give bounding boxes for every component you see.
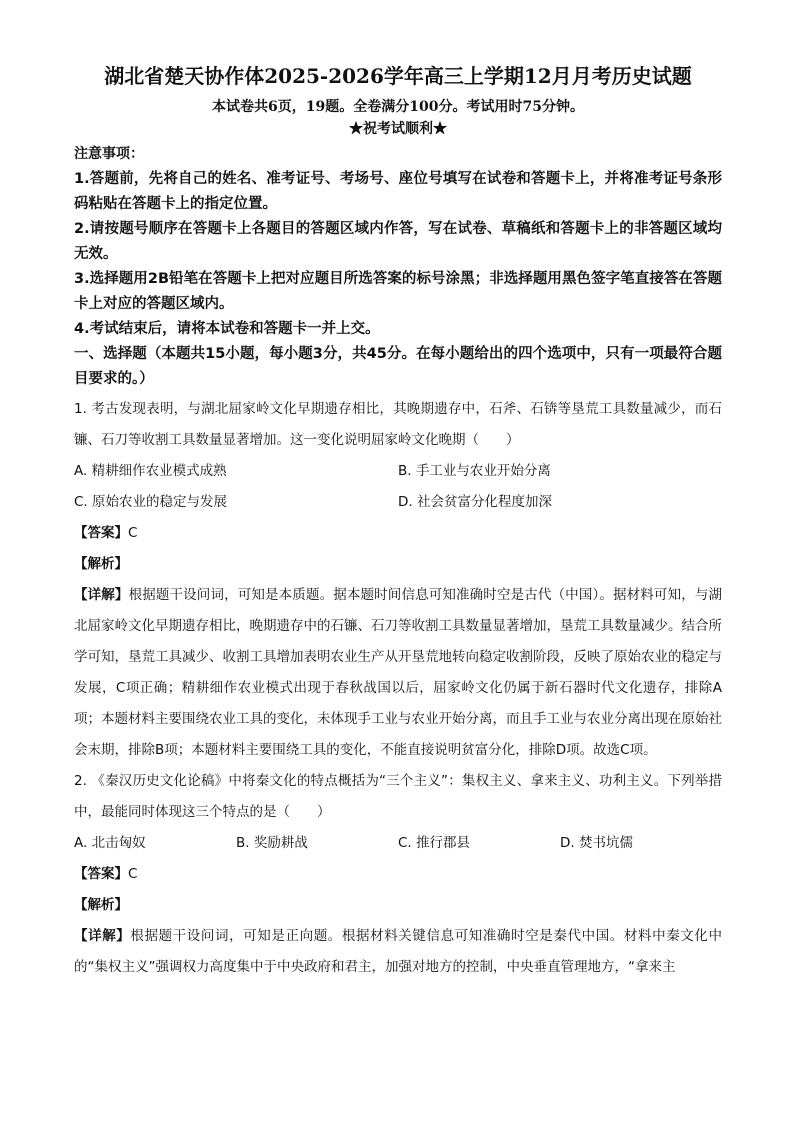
note-item-2: 2.请按题号顺序在答题卡上各题目的答题区域内作答，写在试卷、草稿纸和答题卡上的非答题区域均无效。	[74, 221, 722, 262]
analysis-label: 【解析】	[74, 897, 128, 913]
question-2-analysis	[74, 890, 722, 921]
notes-heading: 注意事项：	[74, 146, 144, 162]
exam-subtitle: 本试卷共6页，19题。全卷满分100分。考试用时75分钟。	[212, 99, 584, 115]
detail-label: 【详解】	[74, 928, 131, 944]
option-c: C. 推行郡县	[398, 835, 471, 851]
question-2-answer	[74, 859, 722, 890]
note-item-1: 1.答题前，先将自己的姓名、准考证号、考场号、座位号填写在试卷和答题卡上，并将准考证号条形码粘贴在答题卡上的指定位置。	[74, 171, 722, 212]
question-1-detail	[74, 580, 722, 766]
exam-title: 湖北省楚天协作体2025-2026学年高三上学期12月月考历史试题	[104, 64, 692, 88]
option-a: A. 北击匈奴	[74, 835, 146, 851]
question-2-stem: 2. 《秦汉历史文化论稿》中将秦文化的特点概括为“三个主义”：集权主义、拿来主义、功利主义。下列举措中，最能同时体现这三个特点的是（ ）	[74, 773, 722, 820]
option-d: D. 社会贫富分化程度加深	[398, 494, 552, 510]
note-item-3: 3.选择题用2B铅笔在答题卡上把对应题目所选答案的标号涂黑；非选择题用黑色签字笔直接答在答题卡上对应的答题区域内。	[74, 271, 722, 312]
option-a: A. 精耕细作农业模式成熟	[74, 463, 227, 479]
question-1-stem: 1. 考古发现表明，与湖北屈家岭文化早期遗存相比，其晚期遗存中，石斧、石锛等垦荒工具数量减少，而石镰、石刀等收割工具数量显著增加。这一变化说明屈家岭文化晚期（ ）	[74, 401, 722, 448]
detail-text: 根据题干设问词，可知是本质题。据本题时间信息可知准确时空是古代（中国）。据材料可知，与湖北屈家岭文化早期遗存相比，晚期遗存中的石镰、石刀等收割工具数量显著增加，垦荒工具数量减少。结合所学可知，垦荒工具减少、收割工具增加表明农业生产从开垦荒地转向稳定收割阶段，反映了原始农业的稳定与发展，C项正确；精耕细作农业模式出现于春秋战国以后，屈家岭文化仍属于新石器时代文化遗存，排除A项；本题材料主要围绕农业工具的变化，未体现手工业与农业开始分离，而且手工业与农业分离出现在原始社会末期，排除B项；本题材料主要围绕工具的变化，不能直接说明贫富分化，排除D项。故选C项。	[74, 587, 723, 758]
question-1-analysis	[74, 549, 722, 580]
question-1-options	[74, 456, 722, 518]
option-b: B. 手工业与农业开始分离	[398, 463, 551, 479]
answer-value: C	[128, 866, 138, 882]
analysis-label: 【解析】	[74, 556, 128, 572]
detail-text: 根据题干设问词，可知是正向题。根据材料关键信息可知准确时空是秦代中国。材料中秦文化中的“集权主义”强调权力高度集中于中央政府和君主，加强对地方的控制，中央垂直管理地方，“拿来主	[74, 928, 723, 975]
exam-page	[74, 62, 722, 983]
option-c: C. 原始农业的稳定与发展	[74, 494, 228, 510]
question-2-detail	[74, 921, 722, 983]
note-item-4: 4.考试结束后，请将本试卷和答题卡一并上交。	[74, 321, 380, 337]
good-luck-line: ★祝考试顺利★	[349, 121, 447, 137]
question-2-options	[74, 828, 722, 859]
detail-label: 【详解】	[74, 587, 129, 603]
section-heading: 一、选择题（本题共15小题，每小题3分，共45分。在每小题给出的四个选项中，只有一项最符合题目要求的。）	[74, 346, 722, 387]
option-d: D. 焚书坑儒	[560, 835, 633, 851]
answer-value: C	[128, 525, 138, 541]
answer-label: 【答案】	[74, 525, 128, 541]
option-b: B. 奖励耕战	[236, 835, 308, 851]
question-1-answer	[74, 518, 722, 549]
answer-label: 【答案】	[74, 866, 128, 882]
